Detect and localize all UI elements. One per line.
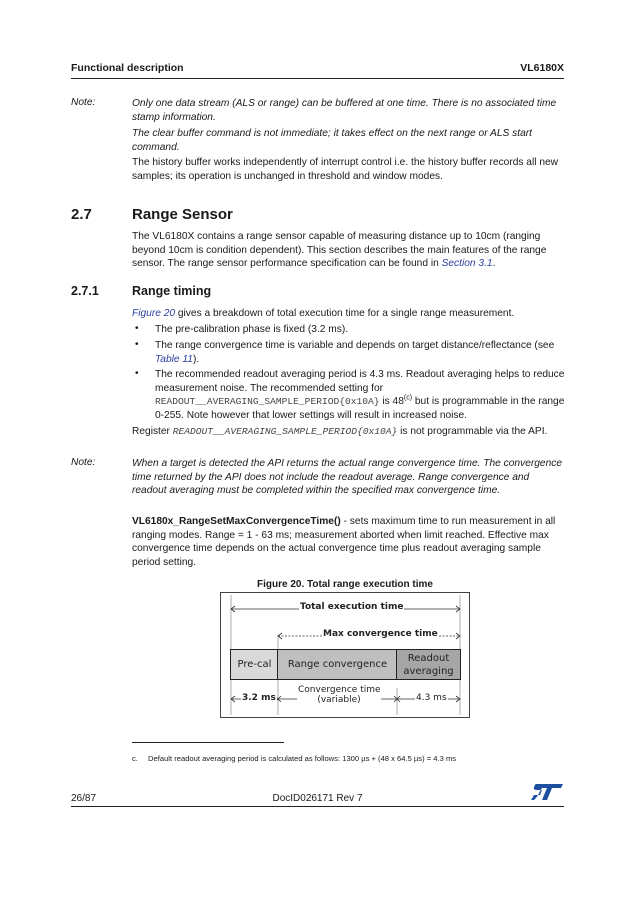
subsection-title: Range timing [132, 284, 212, 298]
body-text: is 48 [379, 396, 404, 407]
bullet-icon: • [135, 339, 139, 350]
page-number: 26/87 [71, 793, 97, 804]
convergence-time-label [297, 685, 381, 705]
convergence-variable-text: (variable) [317, 695, 361, 705]
total-execution-label: Total execution time [300, 602, 404, 612]
body-text: The VL6180X contains a range sensor capable of measuring distance up to 10cm (ranging beyond 10cm is condition dependent). This section describes the main features of the range sensor. The range sensor performance specification can be found in [132, 231, 547, 269]
section-number: 2.7 [71, 206, 92, 223]
note-label: Note: [71, 97, 96, 108]
body-text: The recommended readout averaging period is 4.3 ms. Readout averaging helps to reduce measurement noise. The recommended setting for [155, 369, 565, 394]
readout-time-label: 4.3 ms [416, 693, 447, 703]
register-code: READOUT__AVERAGING_SAMPLE_PERIOD{0x10A} [155, 396, 380, 407]
note-paragraph: The clear buffer command is not immediate; it takes effect on the next range or ALS start command. [132, 128, 532, 153]
body-text: . [492, 258, 496, 269]
segment-range-convergence: Range convergence [277, 649, 398, 680]
figure-link[interactable]: Figure 20 [132, 308, 176, 319]
footnote-rule [132, 742, 284, 743]
section-body [132, 230, 562, 271]
body-text: but is programmable in the range 0-255. Note however that lower settings will result in increased noise. [155, 396, 565, 421]
document-id: DocID026171 Rev 7 [272, 793, 363, 804]
intro-paragraph [132, 307, 562, 321]
body-text: is not programmable via the API. [397, 426, 548, 437]
api-paragraph [132, 515, 562, 569]
header-section-title: Functional description [71, 62, 184, 74]
figure-diagram [220, 592, 470, 718]
header-product-name: VL6180X [520, 62, 564, 74]
bullet-item [155, 339, 565, 366]
section-title: Range Sensor [132, 206, 233, 223]
st-logo-icon [530, 783, 564, 801]
bullet-item [155, 368, 565, 422]
note-paragraph: Only one data stream (ALS or range) can be buffered at one time. There is no associated time stamp information. [132, 98, 557, 123]
segment-readout-averaging: Readout averaging [396, 649, 461, 680]
register-paragraph [132, 425, 562, 439]
bullet-icon: • [135, 368, 139, 379]
note-label: Note: [71, 457, 96, 468]
segment-pre-cal: Pre-cal [230, 649, 279, 680]
register-code: READOUT__AVERAGING_SAMPLE_PERIOD{0x10A} [172, 426, 398, 437]
header-rule [71, 78, 564, 79]
convergence-time-text: Convergence time [298, 685, 381, 695]
body-paragraph: The history buffer works independently of interrupt control i.e. the history buffer records all new samples; its operation is unchanged in threshold and window modes. [132, 157, 559, 182]
bullet-item: The pre-calibration phase is fixed (3.2 ms). [155, 324, 349, 335]
footnote [132, 754, 456, 763]
bullet-icon: • [135, 323, 139, 334]
body-text: ). [192, 353, 200, 365]
body-text: Register [132, 426, 173, 437]
body-text: gives a breakdown of total execution time for a single range measurement. [175, 308, 515, 319]
section-link[interactable]: Section 3.1 [441, 258, 493, 269]
api-function-name: VL6180x_RangeSetMaxConvergenceTime() [132, 516, 341, 527]
footnote-ref[interactable]: (c) [403, 394, 413, 402]
figure-caption: Figure 20. Total range execution time [257, 579, 433, 590]
precal-time-label: 3.2 ms [242, 693, 276, 703]
subsection-number: 2.7.1 [71, 284, 99, 298]
footer-rule [71, 806, 564, 807]
body-text: - sets maximum time to run measurement in all ranging modes. Range = 1 - 63 ms; measurement aborted when limit reached. Effective max convergence time depends on the actual convergence time plus readout averaging sample period setting. [132, 516, 556, 568]
footnote-marker: c. [132, 754, 138, 763]
body-text: The range convergence time is variable and depends on target distance/reflectance (see [155, 340, 555, 351]
note-paragraph: When a target is detected the API returns the actual range convergence time. The convergence time returned by the API does not include the readout average. Range convergence and readout averaging must be completed within the specified max convergence time. [132, 458, 563, 496]
max-convergence-label: Max convergence time [323, 629, 438, 639]
table-link[interactable]: Table 11 [155, 353, 193, 365]
footnote-text: Default readout averaging period is calculated as follows: 1300 µs + (48 x 64.5 µs) = 4.3 ms [148, 754, 457, 763]
